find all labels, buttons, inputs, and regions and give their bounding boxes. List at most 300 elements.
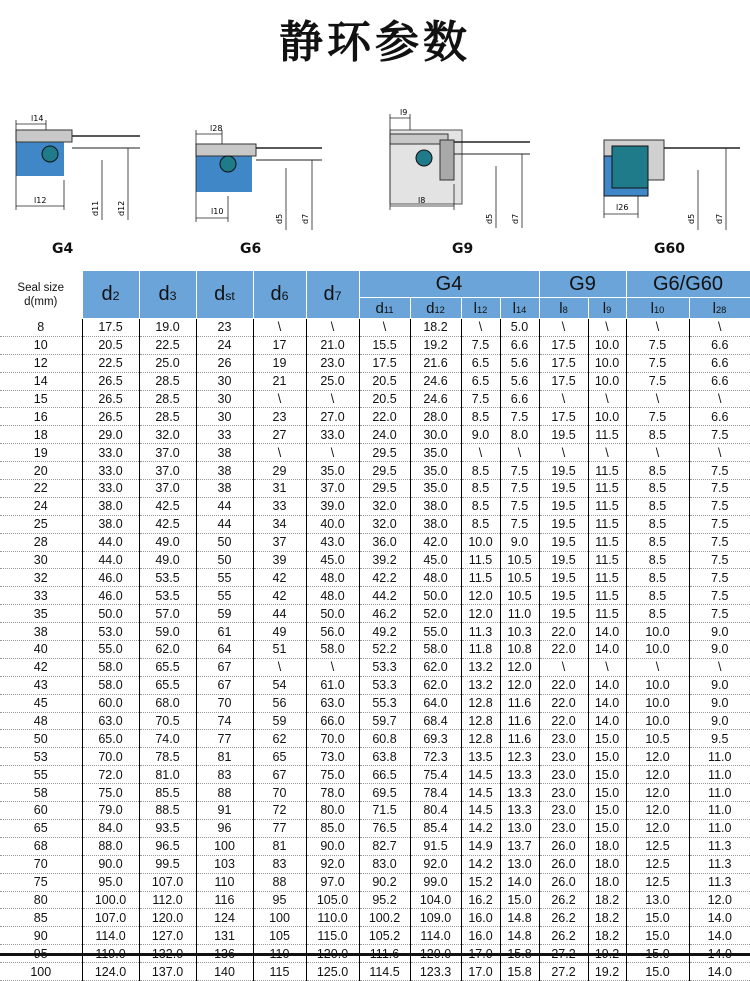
table-cell: 33: [253, 497, 306, 515]
table-row: [0, 497, 750, 515]
table-cell: 105.2: [359, 927, 410, 945]
table-cell: \: [689, 390, 750, 408]
table-cell: 8.5: [626, 533, 689, 551]
table-row: [0, 676, 750, 694]
table-cell: 115.0: [306, 927, 359, 945]
table-cell: 12.0: [626, 784, 689, 802]
table-cell: 9.0: [689, 641, 750, 659]
table-cell: 14.0: [588, 694, 626, 712]
table-cell: 13.7: [500, 837, 539, 855]
table-cell: 17.5: [359, 354, 410, 372]
table-cell: 100.0: [82, 891, 139, 909]
table-cell: 62.0: [410, 676, 461, 694]
table-cell: 42.0: [410, 533, 461, 551]
table-cell: 11.5: [588, 569, 626, 587]
table-cell: 58.0: [410, 641, 461, 659]
table-cell: 10.5: [626, 730, 689, 748]
table-cell: 88.5: [139, 802, 196, 820]
table-cell: 13.0: [500, 855, 539, 873]
table-cell: 6.6: [689, 336, 750, 354]
table-cell: 55.0: [410, 623, 461, 641]
table-cell: 12.0: [626, 819, 689, 837]
table-cell: \: [306, 390, 359, 408]
table-cell: \: [253, 444, 306, 462]
table-cell: 14.9: [461, 837, 500, 855]
table-cell: 9.0: [689, 694, 750, 712]
table-cell: 10.0: [588, 408, 626, 426]
table-cell: 65: [253, 748, 306, 766]
seal-size-cell: 12: [0, 354, 82, 372]
table-cell: 44.2: [359, 587, 410, 605]
table-cell: 20.5: [359, 372, 410, 390]
table-cell: 33: [196, 426, 253, 444]
table-cell: 38.0: [410, 497, 461, 515]
table-row: [0, 802, 750, 820]
g4-dim-1: l12: [34, 196, 47, 205]
seal-size-cell: 10: [0, 336, 82, 354]
table-cell: 92.0: [306, 855, 359, 873]
table-cell: 7.5: [500, 462, 539, 480]
table-cell: 109.0: [410, 909, 461, 927]
g4-dim-0: l14: [31, 114, 44, 123]
table-cell: 38.0: [410, 515, 461, 533]
table-cell: \: [588, 658, 626, 676]
table-cell: 48.0: [306, 569, 359, 587]
table-row: [0, 694, 750, 712]
table-cell: 17.5: [82, 319, 139, 337]
table-cell: 18.0: [588, 855, 626, 873]
table-cell: 10.5: [500, 569, 539, 587]
table-cell: 17.0: [461, 963, 500, 981]
table-cell: 10.5: [500, 587, 539, 605]
table-cell: 37: [253, 533, 306, 551]
table-cell: 10.0: [588, 372, 626, 390]
table-cell: 22.0: [539, 712, 588, 730]
table-cell: 20.5: [82, 336, 139, 354]
table-cell: 22.0: [359, 408, 410, 426]
table-cell: 11.5: [588, 515, 626, 533]
table-cell: 7.5: [689, 587, 750, 605]
table-cell: 24: [196, 336, 253, 354]
table-cell: 68.4: [410, 712, 461, 730]
table-cell: 8.5: [626, 551, 689, 569]
table-cell: 81: [253, 837, 306, 855]
table-cell: 12.0: [500, 658, 539, 676]
table-cell: 18.0: [588, 837, 626, 855]
table-cell: 53.3: [359, 676, 410, 694]
table-cell: 49.2: [359, 623, 410, 641]
table-cell: 28.0: [410, 408, 461, 426]
table-cell: \: [626, 390, 689, 408]
table-cell: 63.0: [306, 694, 359, 712]
table-cell: 17.5: [539, 408, 588, 426]
g4-dim-3: d12: [117, 200, 126, 216]
table-cell: 105: [253, 927, 306, 945]
table-cell: 7.5: [500, 408, 539, 426]
table-cell: 29.5: [359, 462, 410, 480]
table-cell: 35.0: [306, 462, 359, 480]
table-cell: 5.6: [500, 372, 539, 390]
table-cell: 15.0: [588, 819, 626, 837]
table-cell: 6.6: [689, 372, 750, 390]
table-cell: 88: [253, 873, 306, 891]
table-cell: \: [253, 390, 306, 408]
table-cell: 11.0: [689, 784, 750, 802]
table-cell: 100: [253, 909, 306, 927]
table-cell: 5.6: [500, 354, 539, 372]
seal-size-cell: 18: [0, 426, 82, 444]
table-cell: 14.8: [500, 909, 539, 927]
table-cell: 67: [253, 766, 306, 784]
table-cell: 29.5: [359, 480, 410, 498]
table-cell: 32.0: [359, 497, 410, 515]
seal-size-cell: 20: [0, 462, 82, 480]
table-cell: 85.5: [139, 784, 196, 802]
table-cell: 19.2: [588, 963, 626, 981]
table-cell: 70: [253, 784, 306, 802]
table-cell: 11.5: [588, 480, 626, 498]
table-cell: 72.0: [82, 766, 139, 784]
table-cell: 50: [196, 551, 253, 569]
table-row: [0, 748, 750, 766]
table-cell: 73.0: [306, 748, 359, 766]
table-cell: 13.3: [500, 784, 539, 802]
table-cell: 120.0: [139, 909, 196, 927]
table-cell: 44: [253, 605, 306, 623]
table-cell: 19.2: [410, 336, 461, 354]
table-cell: 8.5: [626, 462, 689, 480]
table-cell: 46.0: [82, 569, 139, 587]
table-cell: 7.5: [689, 569, 750, 587]
table-cell: 11.5: [461, 551, 500, 569]
table-cell: \: [588, 444, 626, 462]
table-cell: 8.0: [500, 426, 539, 444]
table-cell: \: [539, 444, 588, 462]
table-cell: 103: [196, 855, 253, 873]
g9-dim-3: d7: [511, 213, 520, 224]
table-cell: 81.0: [139, 766, 196, 784]
table-cell: 42: [253, 569, 306, 587]
table-cell: 8.5: [626, 497, 689, 515]
g6-dim-3: d7: [301, 213, 310, 224]
table-cell: 23.0: [539, 802, 588, 820]
table-cell: 37.0: [306, 480, 359, 498]
table-cell: 107.0: [139, 873, 196, 891]
table-cell: 28.5: [139, 408, 196, 426]
table-cell: 45.0: [410, 551, 461, 569]
table-cell: 50.0: [82, 605, 139, 623]
table-cell: 11.3: [689, 837, 750, 855]
seal-size-label: Seal size: [17, 281, 65, 294]
table-row: [0, 354, 750, 372]
table-cell: 115: [253, 963, 306, 981]
seal-size-cell: 16: [0, 408, 82, 426]
table-cell: 25.0: [306, 372, 359, 390]
table-cell: 11.3: [461, 623, 500, 641]
table-cell: 65.0: [82, 730, 139, 748]
table-cell: 123.3: [410, 963, 461, 981]
table-cell: 12.5: [626, 855, 689, 873]
table-cell: 10.0: [588, 336, 626, 354]
table-cell: 116: [196, 891, 253, 909]
table-cell: 39: [253, 551, 306, 569]
table-cell: 12.8: [461, 694, 500, 712]
table-cell: 80.4: [410, 802, 461, 820]
table-cell: 7.5: [500, 515, 539, 533]
table-cell: 10.0: [626, 694, 689, 712]
table-cell: 75.0: [82, 784, 139, 802]
table-cell: 22.0: [539, 676, 588, 694]
table-cell: 6.6: [689, 408, 750, 426]
table-cell: 11.6: [500, 712, 539, 730]
table-cell: 14.0: [588, 712, 626, 730]
table-cell: 50: [196, 533, 253, 551]
table-cell: 14.5: [461, 784, 500, 802]
table-cell: 64: [196, 641, 253, 659]
table-cell: 7.5: [689, 497, 750, 515]
seal-size-cell: 35: [0, 605, 82, 623]
table-cell: 6.6: [500, 390, 539, 408]
table-cell: 8.5: [461, 515, 500, 533]
table-cell: 49: [253, 623, 306, 641]
table-cell: 66.5: [359, 766, 410, 784]
seal-size-cell: 80: [0, 891, 82, 909]
table-cell: 11.5: [588, 497, 626, 515]
col-d2-header: d2: [82, 271, 139, 319]
table-cell: 7.5: [626, 372, 689, 390]
table-cell: 12.0: [626, 802, 689, 820]
table-cell: 38: [196, 480, 253, 498]
table-row: [0, 658, 750, 676]
seal-size-cell: 32: [0, 569, 82, 587]
g9-dim-2: d5: [485, 213, 494, 224]
table-cell: \: [539, 658, 588, 676]
seal-size-cell: 90: [0, 927, 82, 945]
table-cell: 37.0: [139, 444, 196, 462]
table-cell: 11.8: [461, 641, 500, 659]
table-row: [0, 963, 750, 981]
table-cell: 30: [196, 408, 253, 426]
table-cell: 38.0: [82, 497, 139, 515]
table-cell: 17: [253, 336, 306, 354]
table-cell: 33.0: [82, 444, 139, 462]
table-cell: 13.3: [500, 766, 539, 784]
table-cell: 96: [196, 819, 253, 837]
table-cell: 46.2: [359, 605, 410, 623]
table-row: [0, 533, 750, 551]
table-cell: 70.0: [306, 730, 359, 748]
table-cell: 13.0: [626, 891, 689, 909]
table-cell: 85.0: [306, 819, 359, 837]
table-cell: 114.0: [82, 927, 139, 945]
table-cell: 15.0: [588, 766, 626, 784]
table-cell: 84.0: [82, 819, 139, 837]
table-cell: 62.0: [139, 641, 196, 659]
table-cell: 44.0: [82, 551, 139, 569]
table-cell: \: [461, 444, 500, 462]
table-cell: 19.5: [539, 462, 588, 480]
table-cell: 7.5: [461, 390, 500, 408]
table-cell: 43.0: [306, 533, 359, 551]
table-cell: 110: [196, 873, 253, 891]
table-cell: 6.6: [689, 354, 750, 372]
table-cell: 22.5: [139, 336, 196, 354]
table-cell: 95.0: [82, 873, 139, 891]
table-cell: 55: [196, 587, 253, 605]
table-cell: 7.5: [689, 480, 750, 498]
table-cell: 30: [196, 372, 253, 390]
col-dst-header: dst: [196, 271, 253, 319]
table-cell: 93.5: [139, 819, 196, 837]
table-cell: 55.0: [82, 641, 139, 659]
table-cell: 30.0: [410, 426, 461, 444]
table-cell: 8.5: [461, 497, 500, 515]
table-cell: 11.5: [588, 426, 626, 444]
table-cell: \: [359, 319, 410, 337]
g60-dim-2: d7: [715, 213, 724, 224]
table-cell: 11.5: [588, 462, 626, 480]
table-row: [0, 605, 750, 623]
table-cell: 7.5: [461, 336, 500, 354]
table-cell: \: [253, 319, 306, 337]
table-cell: 12.0: [500, 676, 539, 694]
table-cell: 65.5: [139, 676, 196, 694]
table-cell: 11.6: [500, 694, 539, 712]
table-cell: 14.8: [500, 927, 539, 945]
table-cell: 32.0: [359, 515, 410, 533]
table-cell: 15.0: [588, 802, 626, 820]
table-cell: 8.5: [626, 587, 689, 605]
table-cell: 78.0: [306, 784, 359, 802]
table-cell: 57.0: [139, 605, 196, 623]
seal-size-cell: 24: [0, 497, 82, 515]
table-cell: 99.5: [139, 855, 196, 873]
table-row: [0, 319, 750, 337]
table-cell: 23: [253, 408, 306, 426]
table-cell: 12.5: [626, 873, 689, 891]
table-cell: 70.0: [82, 748, 139, 766]
table-cell: 90.0: [306, 837, 359, 855]
table-row: [0, 390, 750, 408]
table-cell: 7.5: [626, 408, 689, 426]
table-cell: 18.2: [410, 319, 461, 337]
table-cell: 27.2: [539, 963, 588, 981]
table-cell: 42.5: [139, 515, 196, 533]
table-cell: 22.0: [539, 641, 588, 659]
table-cell: 85.4: [410, 819, 461, 837]
table-cell: 8.5: [626, 515, 689, 533]
table-cell: 11.5: [588, 533, 626, 551]
table-cell: 17.5: [539, 372, 588, 390]
table-cell: 69.5: [359, 784, 410, 802]
table-cell: 26: [196, 354, 253, 372]
table-cell: 82.7: [359, 837, 410, 855]
table-cell: 15.0: [626, 963, 689, 981]
table-cell: 33.0: [82, 480, 139, 498]
table-cell: 13.5: [461, 748, 500, 766]
table-cell: 79.0: [82, 802, 139, 820]
table-cell: 21.6: [410, 354, 461, 372]
table-cell: 124.0: [82, 963, 139, 981]
table-cell: 90.0: [82, 855, 139, 873]
col-l28-header: l28: [689, 298, 750, 319]
table-row: [0, 587, 750, 605]
table-cell: 30: [196, 390, 253, 408]
table-cell: 51: [253, 641, 306, 659]
table-row: [0, 766, 750, 784]
table-cell: 83: [196, 766, 253, 784]
table-row: [0, 569, 750, 587]
table-cell: 48.0: [306, 587, 359, 605]
table-cell: \: [306, 319, 359, 337]
table-cell: 18.2: [588, 909, 626, 927]
table-cell: 14.0: [588, 623, 626, 641]
seal-size-cell: 40: [0, 641, 82, 659]
group-g4-header: G4: [359, 271, 539, 298]
table-cell: 38.0: [82, 515, 139, 533]
page-title: 静环参数: [279, 17, 471, 68]
table-cell: 7.5: [689, 515, 750, 533]
table-cell: 7.5: [689, 605, 750, 623]
table-cell: 11.0: [689, 748, 750, 766]
table-row: [0, 515, 750, 533]
table-cell: 19: [253, 354, 306, 372]
table-cell: 100.2: [359, 909, 410, 927]
table-cell: 59.0: [139, 623, 196, 641]
table-cell: 45.0: [306, 551, 359, 569]
g6-dim-2: d5: [275, 213, 284, 224]
table-cell: 19.5: [539, 533, 588, 551]
table-cell: 72: [253, 802, 306, 820]
table-cell: 23.0: [539, 730, 588, 748]
table-cell: 23: [196, 319, 253, 337]
g9-dim-1: l8: [418, 196, 426, 205]
seal-size-cell: 19: [0, 444, 82, 462]
group-g6-header: G6/G60: [626, 271, 750, 298]
table-cell: 22.5: [82, 354, 139, 372]
table-cell: 37.0: [139, 462, 196, 480]
table-cell: 49.0: [139, 533, 196, 551]
table-cell: 75.4: [410, 766, 461, 784]
table-cell: 29.5: [359, 444, 410, 462]
table-cell: 59.7: [359, 712, 410, 730]
table-cell: 131: [196, 927, 253, 945]
table-cell: 96.5: [139, 837, 196, 855]
table-cell: 38: [196, 444, 253, 462]
table-cell: 90.2: [359, 873, 410, 891]
table-cell: 69.3: [410, 730, 461, 748]
seal-size-cell: 85: [0, 909, 82, 927]
table-cell: 6.5: [461, 354, 500, 372]
table-cell: 49.0: [139, 551, 196, 569]
table-cell: 19.0: [139, 319, 196, 337]
table-cell: 46.0: [82, 587, 139, 605]
table-cell: 70: [196, 694, 253, 712]
table-cell: 8.5: [626, 605, 689, 623]
table-cell: 104.0: [410, 891, 461, 909]
table-cell: 8.5: [626, 426, 689, 444]
table-row: [0, 730, 750, 748]
table-cell: 35.0: [410, 480, 461, 498]
table-cell: 13.2: [461, 658, 500, 676]
table-cell: 20.5: [359, 390, 410, 408]
table-cell: 60.0: [82, 694, 139, 712]
table-cell: 92.0: [410, 855, 461, 873]
g6-diagram: [196, 124, 322, 230]
table-cell: 99.0: [410, 873, 461, 891]
seal-size-cell: 33: [0, 587, 82, 605]
table-cell: 67: [196, 658, 253, 676]
